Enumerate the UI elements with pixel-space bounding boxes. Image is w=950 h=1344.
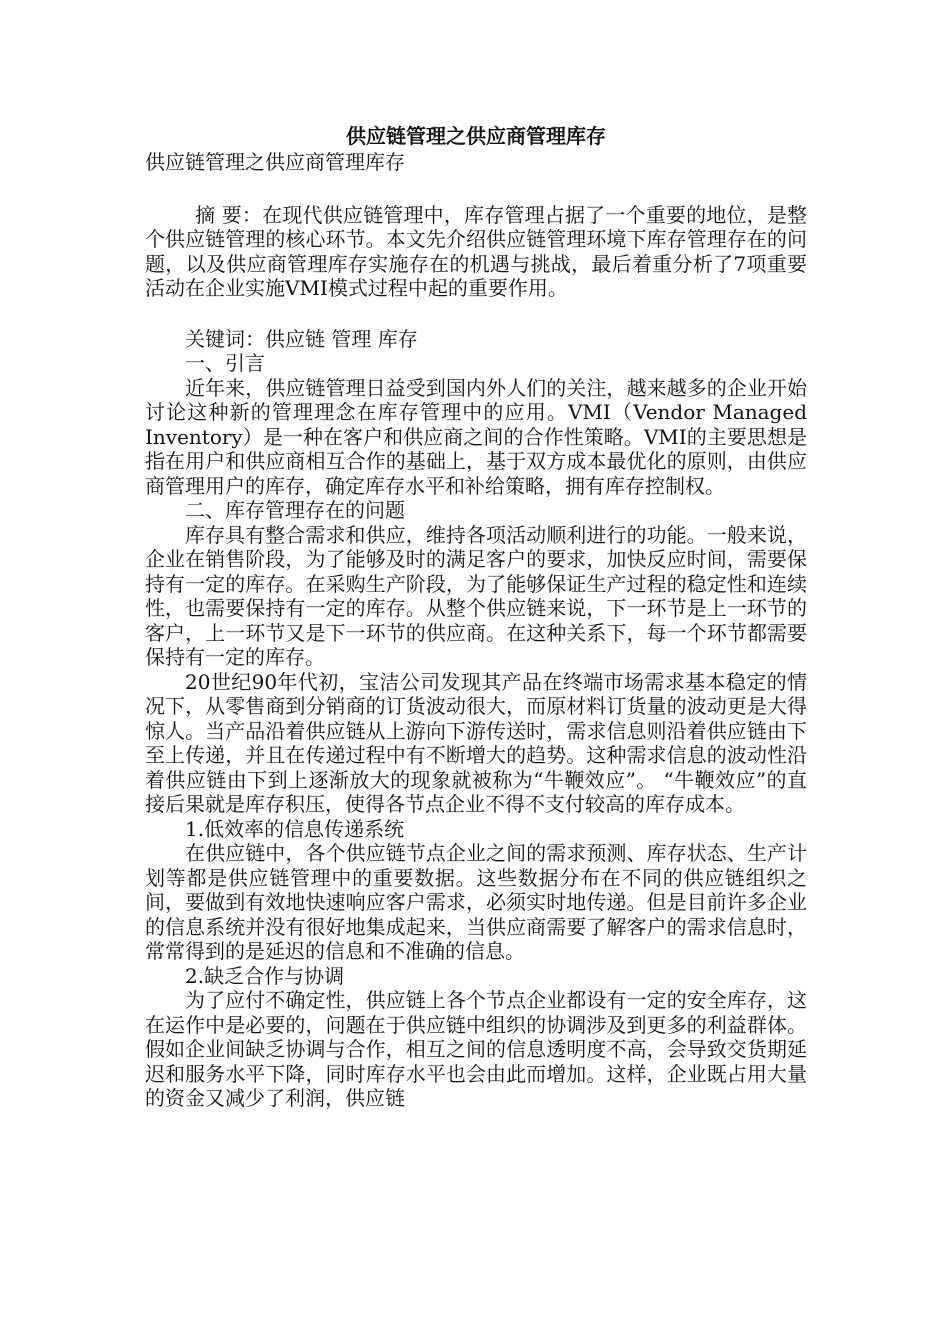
subheading-information-system: 1.低效率的信息传递系统 <box>185 816 405 841</box>
body-paragraph: 在供应链中，各个供应链节点企业之间的需求预测、库存状态、生产计划等都是供应链管理中的重要数据。这些数据分布在不同的供应链组织之间，要做到有效地快速响应客户需求，必须实时地传递。但是目前许多企业的信息系统并没有很好地集成起来，当供应商需要了解客户的需求信息时，常常得到的是延迟的信息和不准确的信息。 <box>145 841 807 963</box>
abstract-text: 在现代供应链管理中，库存管理占据了一个重要的地位，是整个供应链管理的核心环节。本文先介绍供应链管理环境下库存管理存在的问题，以及供应商管理库存实施存在的机遇与挑战，最后着重分析了7项重要活动在企业实施VMI模式过程中起的重要作用。 <box>145 202 808 300</box>
keywords-line: 关键词：供应链 管理 库存 <box>185 326 418 351</box>
abstract-label: 摘 要： <box>195 202 263 227</box>
document-subtitle: 供应链管理之供应商管理库存 <box>145 150 405 174</box>
body-paragraph: 库存具有整合需求和供应，维持各项活动顺利进行的功能。一般来说，企业在销售阶段，为了能够及时的满足客户的要求，加快反应时间，需要保持有一定的库存。在采购生产阶段，为了能够保证生产过程的稳定性和连续性，也需要保持有一定的库存。从整个供应链来说，下一环节是上一环节的客户，上一环节又是下一环节的供应商。在这种关系下，每一个环节都需要保持有一定的库存。 <box>145 522 807 669</box>
section-heading-introduction: 一、引言 <box>185 351 265 375</box>
subheading-cooperation: 2.缺乏合作与协调 <box>185 963 345 988</box>
abstract-paragraph <box>145 203 807 301</box>
body-paragraph: 为了应付不确定性，供应链上各个节点企业都设有一定的安全库存，这在运作中是必要的，问题在于供应链中组织的协调涉及到更多的利益群体。假如企业间缺乏协调与合作，相互之间的信息透明度不高，会导致交货期延迟和服务水平下降，同时库存水平也会由此而增加。这样，企业既占用大量的资金又减少了利润，供应链 <box>145 988 807 1110</box>
document-title: 供应链管理之供应商管理库存 <box>346 124 606 148</box>
section-heading-inventory-problems: 二、库存管理存在的问题 <box>185 498 405 522</box>
body-paragraph: 近年来，供应链管理日益受到国内外人们的关注，越来越多的企业开始讨论这种新的管理理念在库存管理中的应用。VMI（Vendor Managed Inventory）是一种在客户和供应商之间的合作性策略。VMI的主要思想是指在用户和供应商相互合作的基础上，基于双方成本最优化的原则，由供应商管理用户的库存，确定库存水平和补给策略，拥有库存控制权。 <box>145 375 807 498</box>
body-paragraph: 20世纪90年代初，宝洁公司发现其产品在终端市场需求基本稳定的情况下，从零售商到分销商的订货波动很大，而原材料订货量的波动更是大得惊人。当产品沿着供应链从上游向下游传送时，需求信息则沿着供应链由下至上传递，并且在传递过程中有不断增大的趋势。这种需求信息的波动性沿着供应链由下到上逐渐放大的现象就被称为“牛鞭效应”。 “牛鞭效应”的直接后果就是库存积压，使得各节点企业不得不支付较高的库存成本。 <box>145 669 807 816</box>
document-body <box>145 122 807 1111</box>
